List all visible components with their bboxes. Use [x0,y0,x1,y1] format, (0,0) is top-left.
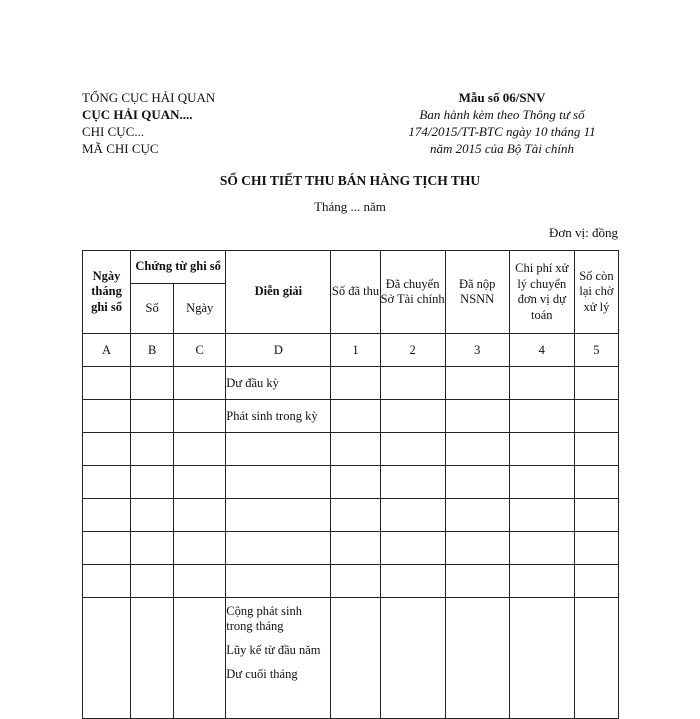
summary-labels [226,598,331,719]
header-date: Ngày tháng ghi sổ [83,251,131,334]
table-row [83,565,619,598]
code-cell: C [174,334,226,367]
header-remaining: Số còn lại chờ xử lý [574,251,618,334]
code-cell: 4 [509,334,574,367]
ledger-table [82,250,619,719]
code-cell: 1 [331,334,380,367]
form-number: Mẫu số 06/SNV [458,90,546,105]
header-right [382,89,622,157]
header-left [82,89,215,157]
header-transferred: Đã chuyển Sở Tài chính [380,251,445,334]
row-label-total-month: Cộng phát sinh trong tháng [226,604,302,633]
form-note-line-3: năm 2015 của Bộ Tài chính [429,141,575,156]
code-cell: A [83,334,131,367]
table-row [83,367,619,400]
currency-unit: Đơn vị: đồng [549,225,618,240]
header-description: Diễn giải [226,251,331,334]
agency-department: CỤC HẢI QUAN.... [82,107,193,122]
code-cell: D [226,334,331,367]
row-label-arising: Phát sinh trong kỳ [226,400,331,433]
table-row [83,532,619,565]
column-code-row [83,334,619,367]
document-period: Tháng ... năm [314,199,386,214]
document-title: SỔ CHI TIẾT THU BÁN HÀNG TỊCH THU [219,173,481,188]
code-cell: 5 [574,334,618,367]
form-note-line-1: Ban hành kèm theo Thông tư số [419,107,585,122]
row-label-cumulative: Lũy kế từ đầu năm [226,643,321,657]
table-row [83,466,619,499]
table-summary-row [83,598,619,719]
form-note-line-2: 174/2015/TT-BTC ngày 10 tháng 11 [408,124,596,139]
code-cell: 3 [445,334,509,367]
table-row [83,400,619,433]
header-collected: Số đã thu [331,251,380,334]
agency-branch: CHI CỤC... [82,124,145,139]
table-row [83,433,619,466]
header-paid-state-budget: Đã nộp NSNN [445,251,509,334]
header-voucher: Chứng từ ghi sổ [131,251,226,284]
row-label-opening-balance: Dư đầu kỳ [226,367,331,400]
header-processing-cost: Chi phí xử lý chuyển đơn vị dự toán [509,251,574,334]
code-cell: B [131,334,174,367]
code-cell: 2 [380,334,445,367]
row-label-closing-balance: Dư cuối tháng [226,667,298,681]
agency-general: TỔNG CỤC HẢI QUAN [82,90,216,105]
table-header-row [83,251,619,284]
header-voucher-date: Ngày [174,284,226,334]
agency-branch-code: MÃ CHI CỤC [82,141,159,156]
header-voucher-number: Số [131,284,174,334]
table-row [83,499,619,532]
